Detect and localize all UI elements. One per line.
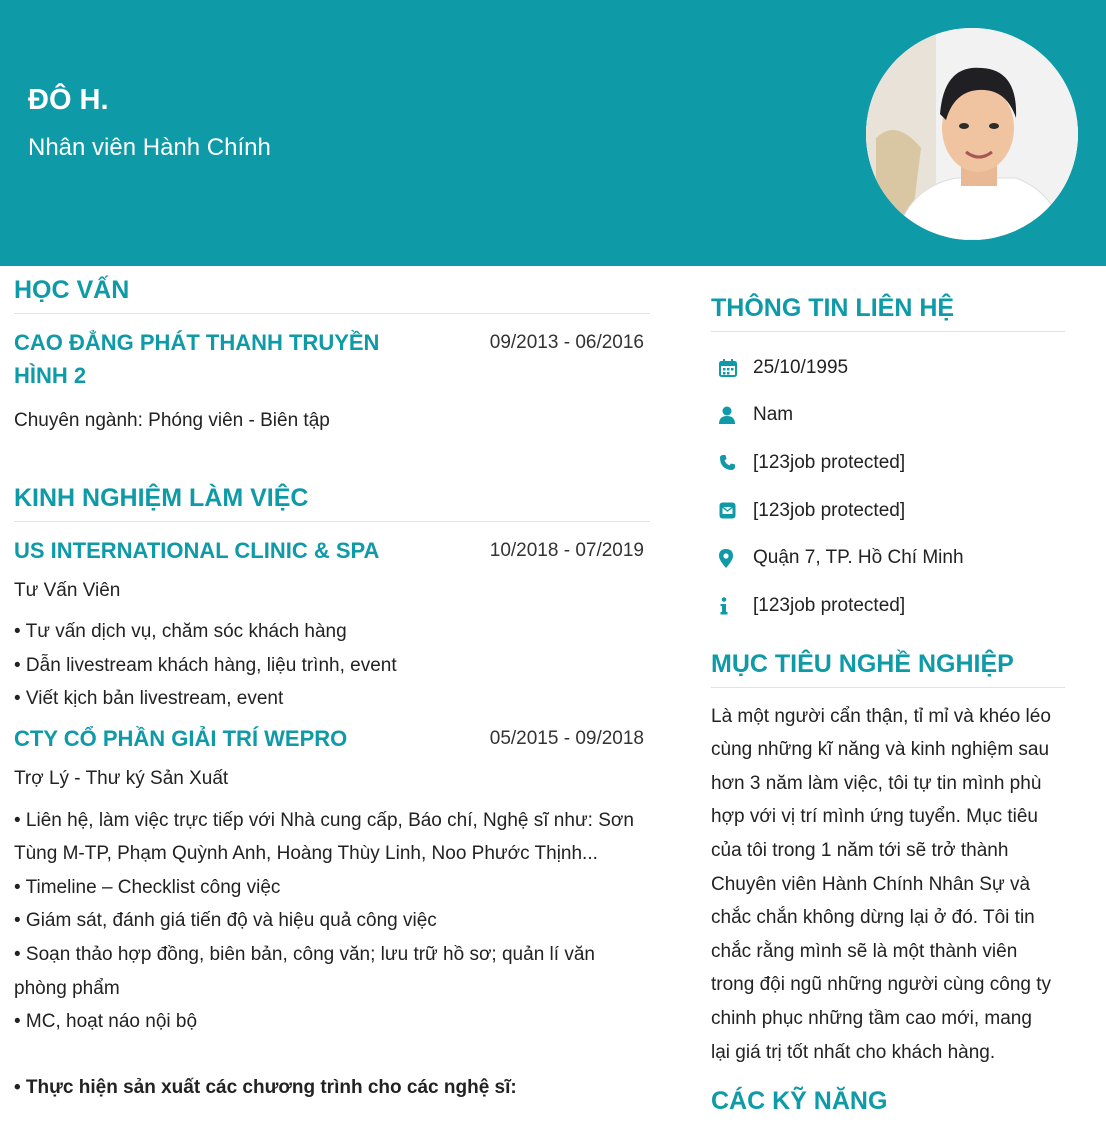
job-duty: • Liên hệ, làm việc trực tiếp với Nhà cung cấp, Báo chí, Nghệ sĩ như: Sơn <box>14 809 634 831</box>
contact-text: [123job protected] <box>753 451 906 473</box>
job-entry <box>14 722 650 1104</box>
education-date: 09/2013 - 06/2016 <box>489 332 644 353</box>
contact-phone <box>711 439 1065 487</box>
contact-title: THÔNG TIN LIÊN HỆ <box>711 294 1065 332</box>
education-entry <box>14 326 650 392</box>
contact-gender <box>711 392 1065 440</box>
job-duty: • Giám sát, đánh giá tiến độ và hiệu quả công việc <box>14 910 437 932</box>
experience-title: KINH NGHIỆM LÀM VIỆC <box>14 484 650 522</box>
email-icon <box>711 502 753 519</box>
objective-line: Chuyên viên Hành Chính Nhân Sự và <box>711 873 1031 895</box>
candidate-title: Nhân viên Hành Chính <box>28 134 271 161</box>
calendar-icon <box>711 359 753 377</box>
contact-email <box>711 487 1065 535</box>
objective-line: cùng những kĩ năng và kinh nghiệm sau <box>711 739 1050 761</box>
job-role: Tư Vấn Viên <box>14 579 121 601</box>
contact-info <box>711 582 1065 630</box>
job-duty: phòng phẩm <box>14 977 120 999</box>
company-name: US INTERNATIONAL CLINIC & SPA <box>14 537 380 563</box>
job-extra: • Thực hiện sản xuất các chương trình cho các nghệ sĩ: <box>14 1076 517 1098</box>
job-role: Trợ Lý - Thư ký Sản Xuất <box>14 767 229 789</box>
right-column <box>711 294 1065 1136</box>
contact-text: 25/10/1995 <box>753 356 849 378</box>
person-icon <box>711 406 753 424</box>
school-name: CAO ĐẲNG PHÁT THANH TRUYỀN HÌNH 2 <box>14 330 380 388</box>
education-title: HỌC VẤN <box>14 276 650 314</box>
contact-text: [123job protected] <box>753 594 906 616</box>
job-date: 05/2015 - 09/2018 <box>489 727 644 749</box>
contact-address <box>711 534 1065 582</box>
objective-line: Là một người cẩn thận, tỉ mỉ và khéo léo <box>711 705 1051 727</box>
job-duty: Tùng M-TP, Phạm Quỳnh Anh, Hoàng Thùy Linh, Noo Phước Thịnh... <box>14 843 598 865</box>
job-entry <box>14 534 650 716</box>
left-column <box>14 276 650 1104</box>
job-duty: • Tư vấn dịch vụ, chăm sóc khách hàng <box>14 621 347 643</box>
objective-text <box>711 700 1065 1070</box>
objective-line: hợp với vị trí mình ứng tuyển. Mục tiêu <box>711 806 1038 828</box>
objective-line: chinh phục những tầm cao mới, mang <box>711 1007 1032 1029</box>
education-major: Chuyên ngành: Phóng viên - Biên tập <box>14 410 330 431</box>
job-duty: • Viết kịch bản livestream, event <box>14 688 284 710</box>
objective-line: lại giá trị tốt nhất cho khách hàng. <box>711 1041 996 1063</box>
job-duty: • MC, hoạt náo nội bộ <box>14 1011 198 1033</box>
job-duty: • Dẫn livestream khách hàng, liệu trình, event <box>14 654 397 676</box>
objective-line: trong đội ngũ những người cùng công ty <box>711 974 1052 996</box>
cv-header <box>0 0 1106 266</box>
job-duty: • Soạn thảo hợp đồng, biên bản, công văn; lưu trữ hồ sơ; quản lí văn <box>14 943 595 965</box>
job-duty: • Timeline – Checklist công việc <box>14 876 281 898</box>
candidate-name: ĐÔ H. <box>28 84 109 116</box>
avatar-portrait-icon <box>866 28 1078 240</box>
objective-title: MỤC TIÊU NGHỀ NGHIỆP <box>711 650 1065 688</box>
contact-text: Quận 7, TP. Hồ Chí Minh <box>753 547 964 569</box>
contact-text: Nam <box>753 404 794 426</box>
objective-line: chắc chắn không dừng lại ở đó. Tôi tin <box>711 907 1035 929</box>
contact-dob <box>711 344 1065 392</box>
contact-text: [123job protected] <box>753 499 906 521</box>
phone-icon <box>711 454 753 471</box>
info-icon <box>711 597 753 615</box>
objective-line: của tôi trong 1 năm tới sẽ trở thành <box>711 839 1009 861</box>
objective-line: hơn 3 năm làm việc, tôi tự tin mình phù <box>711 772 1042 794</box>
skills-title: CÁC KỸ NĂNG <box>711 1087 888 1116</box>
job-date: 10/2018 - 07/2019 <box>489 539 644 561</box>
company-name: CTY CỔ PHẦN GIẢI TRÍ WEPRO <box>14 725 348 751</box>
avatar <box>866 28 1078 240</box>
objective-line: chắc rằng mình sẽ là một thành viên <box>711 940 1018 962</box>
location-icon <box>711 549 753 568</box>
